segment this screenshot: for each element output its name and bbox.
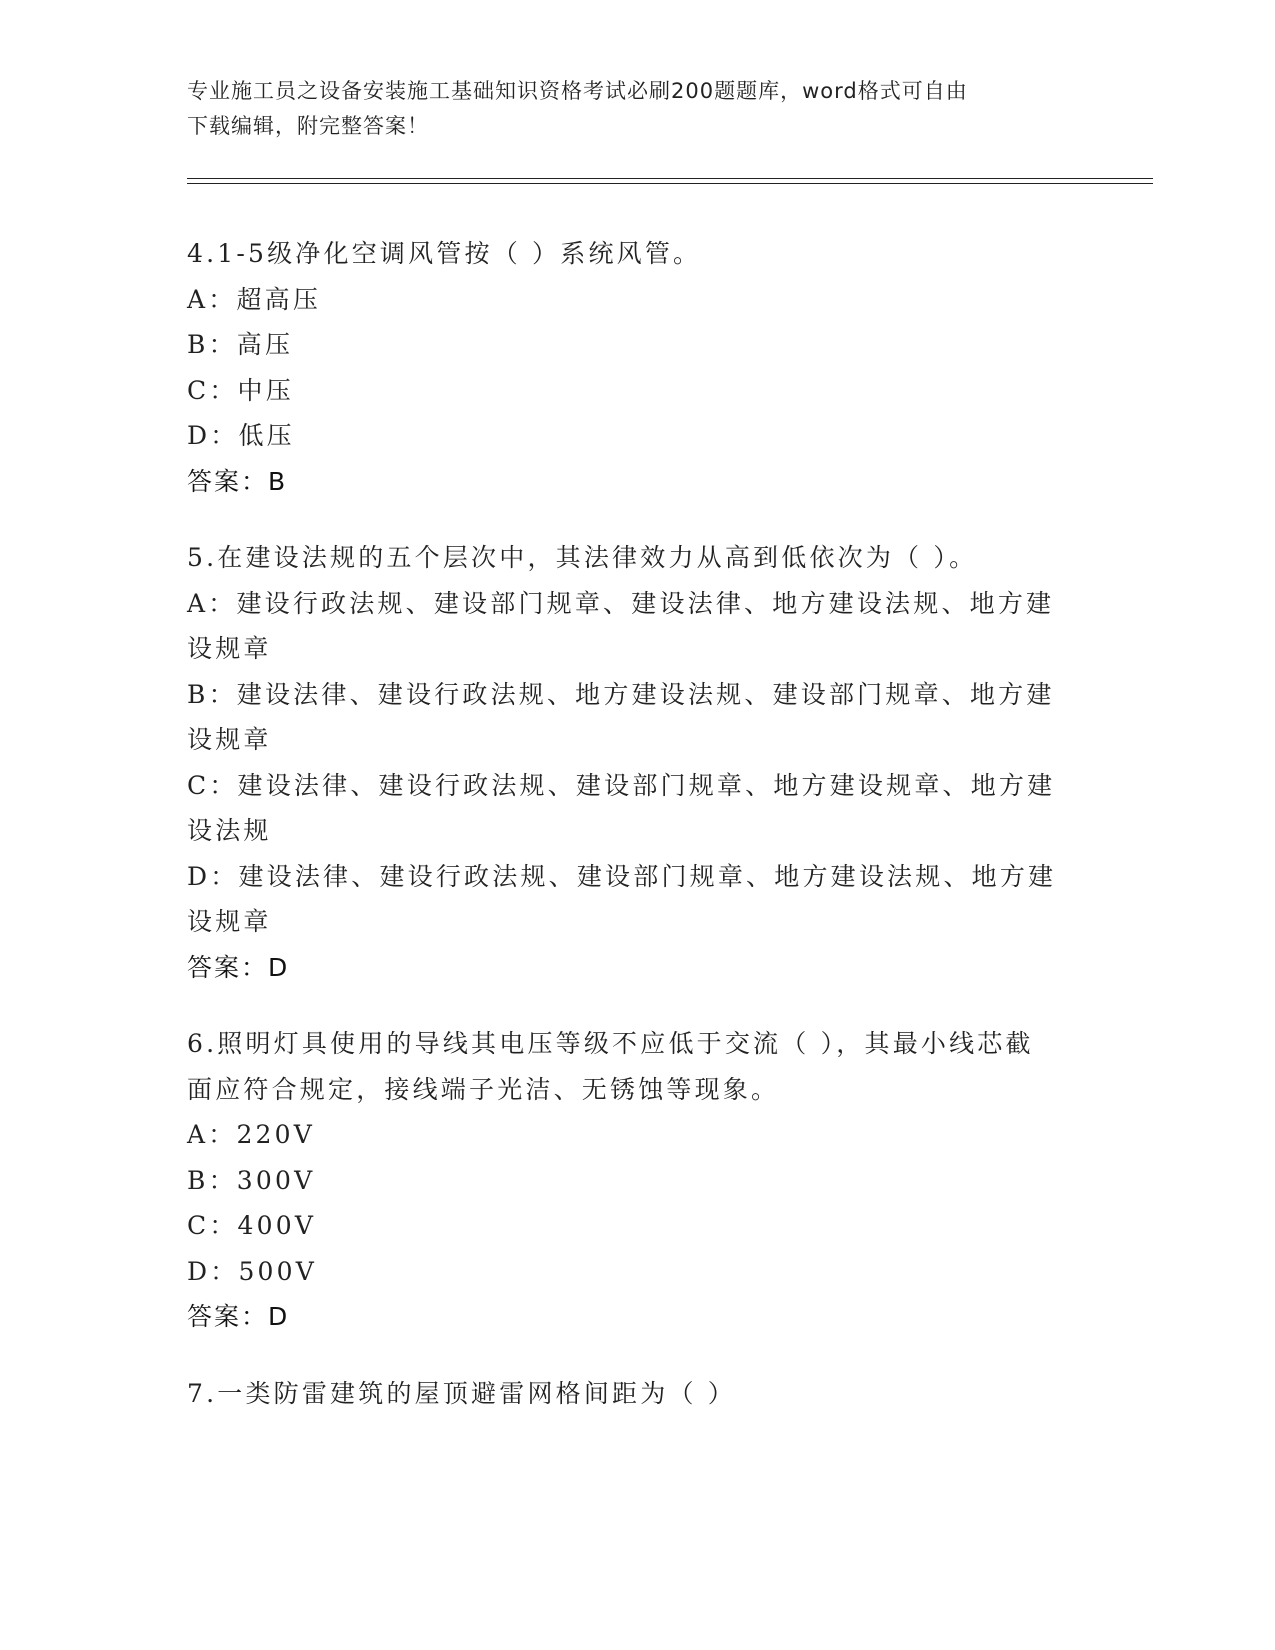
header-line-1: 专业施工员之设备安装施工基础知识资格考试必刷200题题库，word格式可自由 xyxy=(187,79,968,103)
answer: 答案：D xyxy=(187,952,290,982)
option-b-continued: 设规章 xyxy=(187,725,272,754)
option-d: D：建设法律、建设行政法规、建设部门规章、地方建设法规、地方建 xyxy=(187,861,1057,891)
option-a-continued: 设规章 xyxy=(187,634,272,663)
option-a: A：建设行政法规、建设部门规章、建设法律、地方建设法规、地方建 xyxy=(187,588,1055,618)
answer: 答案：B xyxy=(187,466,288,496)
option-c: C：中压 xyxy=(187,375,294,405)
option-b: B：300V xyxy=(187,1165,316,1195)
header-divider-bottom xyxy=(187,183,1153,184)
header-line-2: 下载编辑，附完整答案！ xyxy=(187,114,429,138)
answer: 答案：D xyxy=(187,1302,290,1331)
question-stem: 7.一类防雷建筑的屋顶避雷网格间距为（ ） xyxy=(187,1378,737,1408)
question-5 xyxy=(187,535,1087,990)
question-stem: 6.照明灯具使用的导线其电压等级不应低于交流（ ），其最小线芯截 xyxy=(187,1029,1034,1058)
option-c: C：400V xyxy=(187,1211,317,1240)
option-a: A：超高压 xyxy=(187,284,322,314)
header-divider-top xyxy=(187,178,1153,179)
question-list xyxy=(187,231,1087,1447)
option-c: C：建设法律、建设行政法规、建设部门规章、地方建设规章、地方建 xyxy=(187,770,1056,800)
option-c-continued: 设法规 xyxy=(187,816,272,845)
option-d: D：500V xyxy=(187,1256,318,1286)
option-d: D：低压 xyxy=(187,421,295,450)
option-b: B：建设法律、建设行政法规、地方建设法规、建设部门规章、地方建 xyxy=(187,679,1055,709)
option-b: B：高压 xyxy=(187,330,294,359)
question-stem: 5.在建设法规的五个层次中，其法律效力从高到低依次为（ ）。 xyxy=(187,543,978,572)
option-d-continued: 设规章 xyxy=(187,907,272,936)
document-header xyxy=(187,74,1067,144)
option-a: A：220V xyxy=(187,1120,316,1149)
question-stem: 4.1-5级净化空调风管按（ ）系统风管。 xyxy=(187,239,702,268)
question-6 xyxy=(187,1021,1087,1340)
question-stem-continued: 面应符合规定，接线端子光洁、无锈蚀等现象。 xyxy=(187,1074,780,1104)
question-7 xyxy=(187,1371,1087,1417)
question-4 xyxy=(187,231,1087,504)
